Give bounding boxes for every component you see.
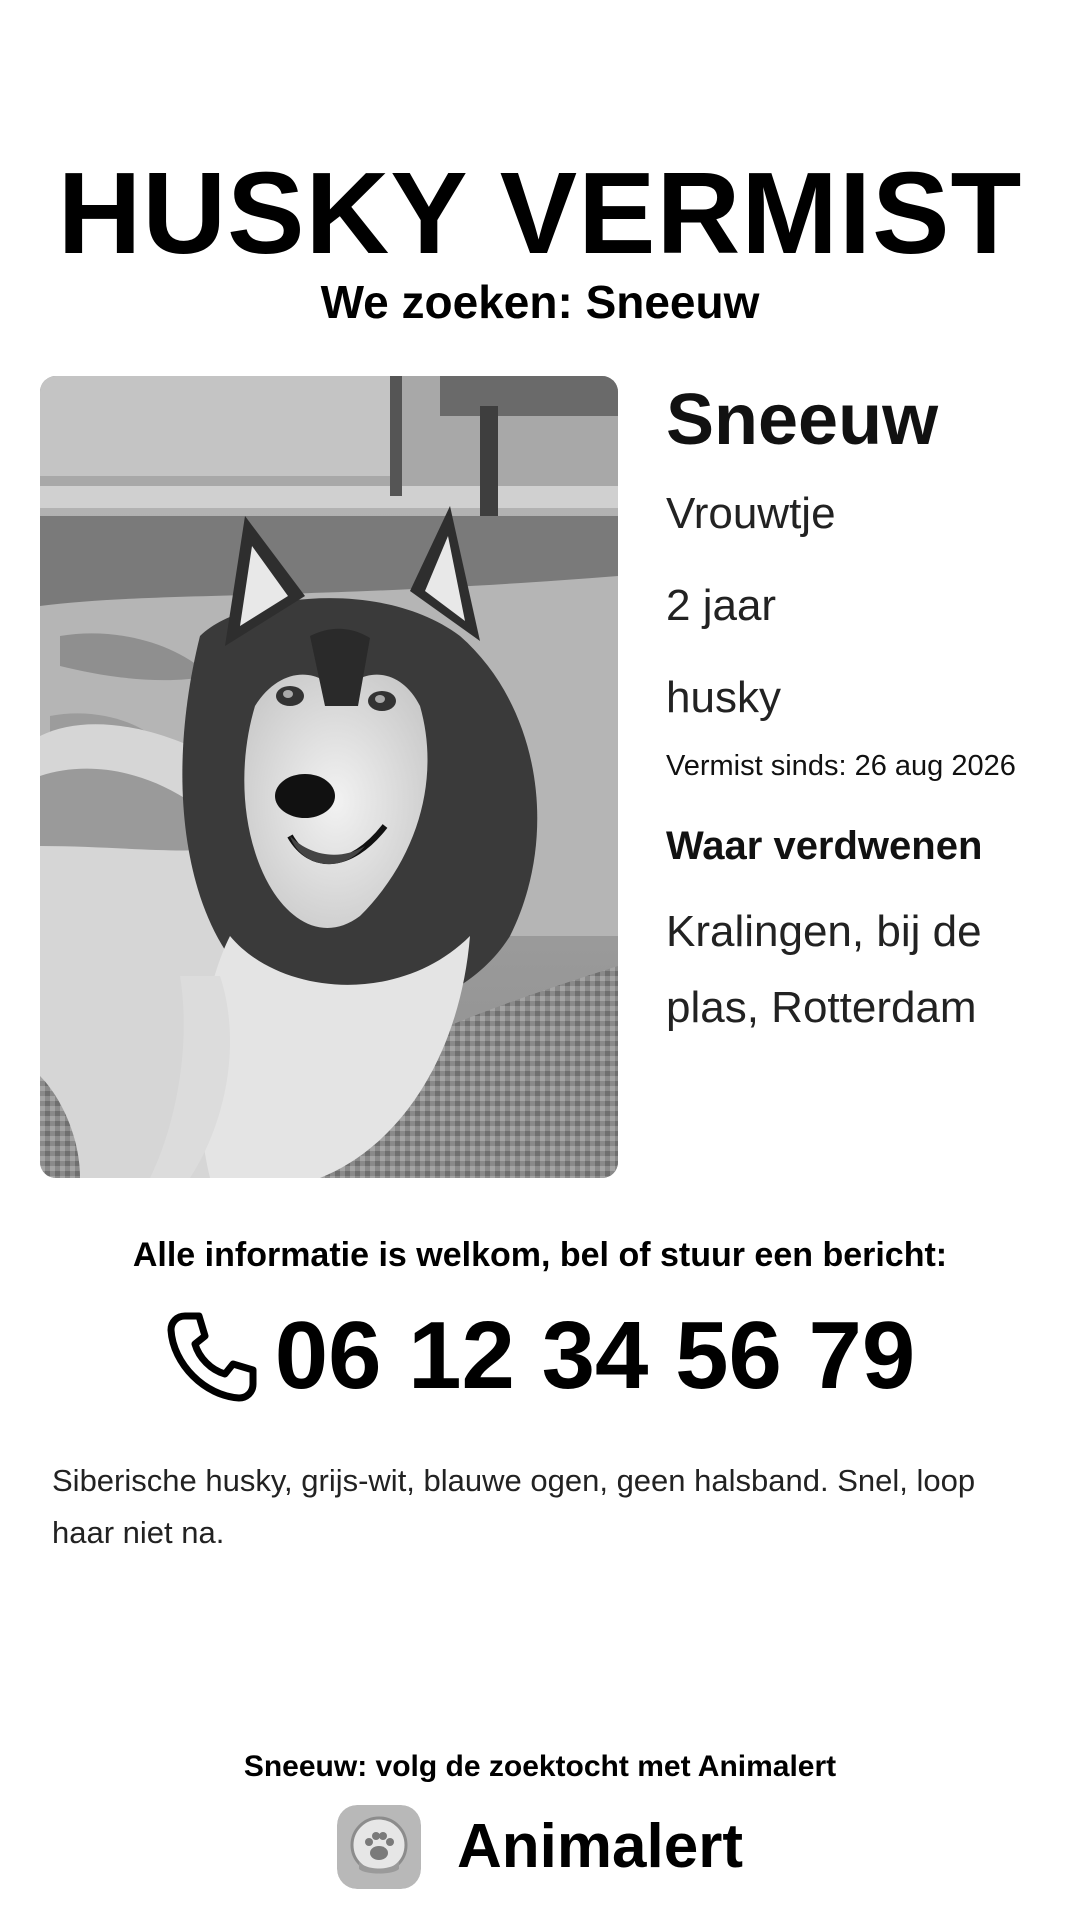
missing-since-date: 26 aug 2026 [854,750,1016,782]
phone-number[interactable]: 06 12 34 56 79 [274,1302,916,1409]
pet-photo [40,376,618,1178]
page-subtitle: We zoeken: Sneeuw [320,276,760,328]
phone-icon [165,1308,261,1404]
pet-description: Siberische husky, grijs-wit, blauwe ogen, geen halsband. Snel, loop haar niet na. [52,1463,976,1550]
missing-since-label: Vermist sinds: [666,750,847,782]
page-title: HUSKY VERMIST [57,148,1023,278]
location-text: Kralingen, bij de plas, Rotterdam [666,907,982,1032]
follow-label: Sneeuw: volg de zoektocht met Animalert [243,1750,837,1783]
pet-age: 2 jaar [666,581,777,630]
pet-name: Sneeuw [666,380,939,460]
brand-name: Animalert [457,1812,743,1881]
paw-icon[interactable] [337,1805,421,1889]
pet-breed: husky [666,673,781,722]
missing-since [666,752,1016,781]
pet-sex: Vrouwtje [666,489,836,538]
husky-photo-illustration [40,376,618,1178]
phone-row[interactable] [0,1302,1080,1409]
location-heading: Waar verdwenen [666,824,983,868]
contact-label: Alle informatie is welkom, bel of stuur een bericht: [132,1236,948,1274]
pet-details [666,376,1056,1032]
brand-row[interactable] [0,1805,1080,1889]
